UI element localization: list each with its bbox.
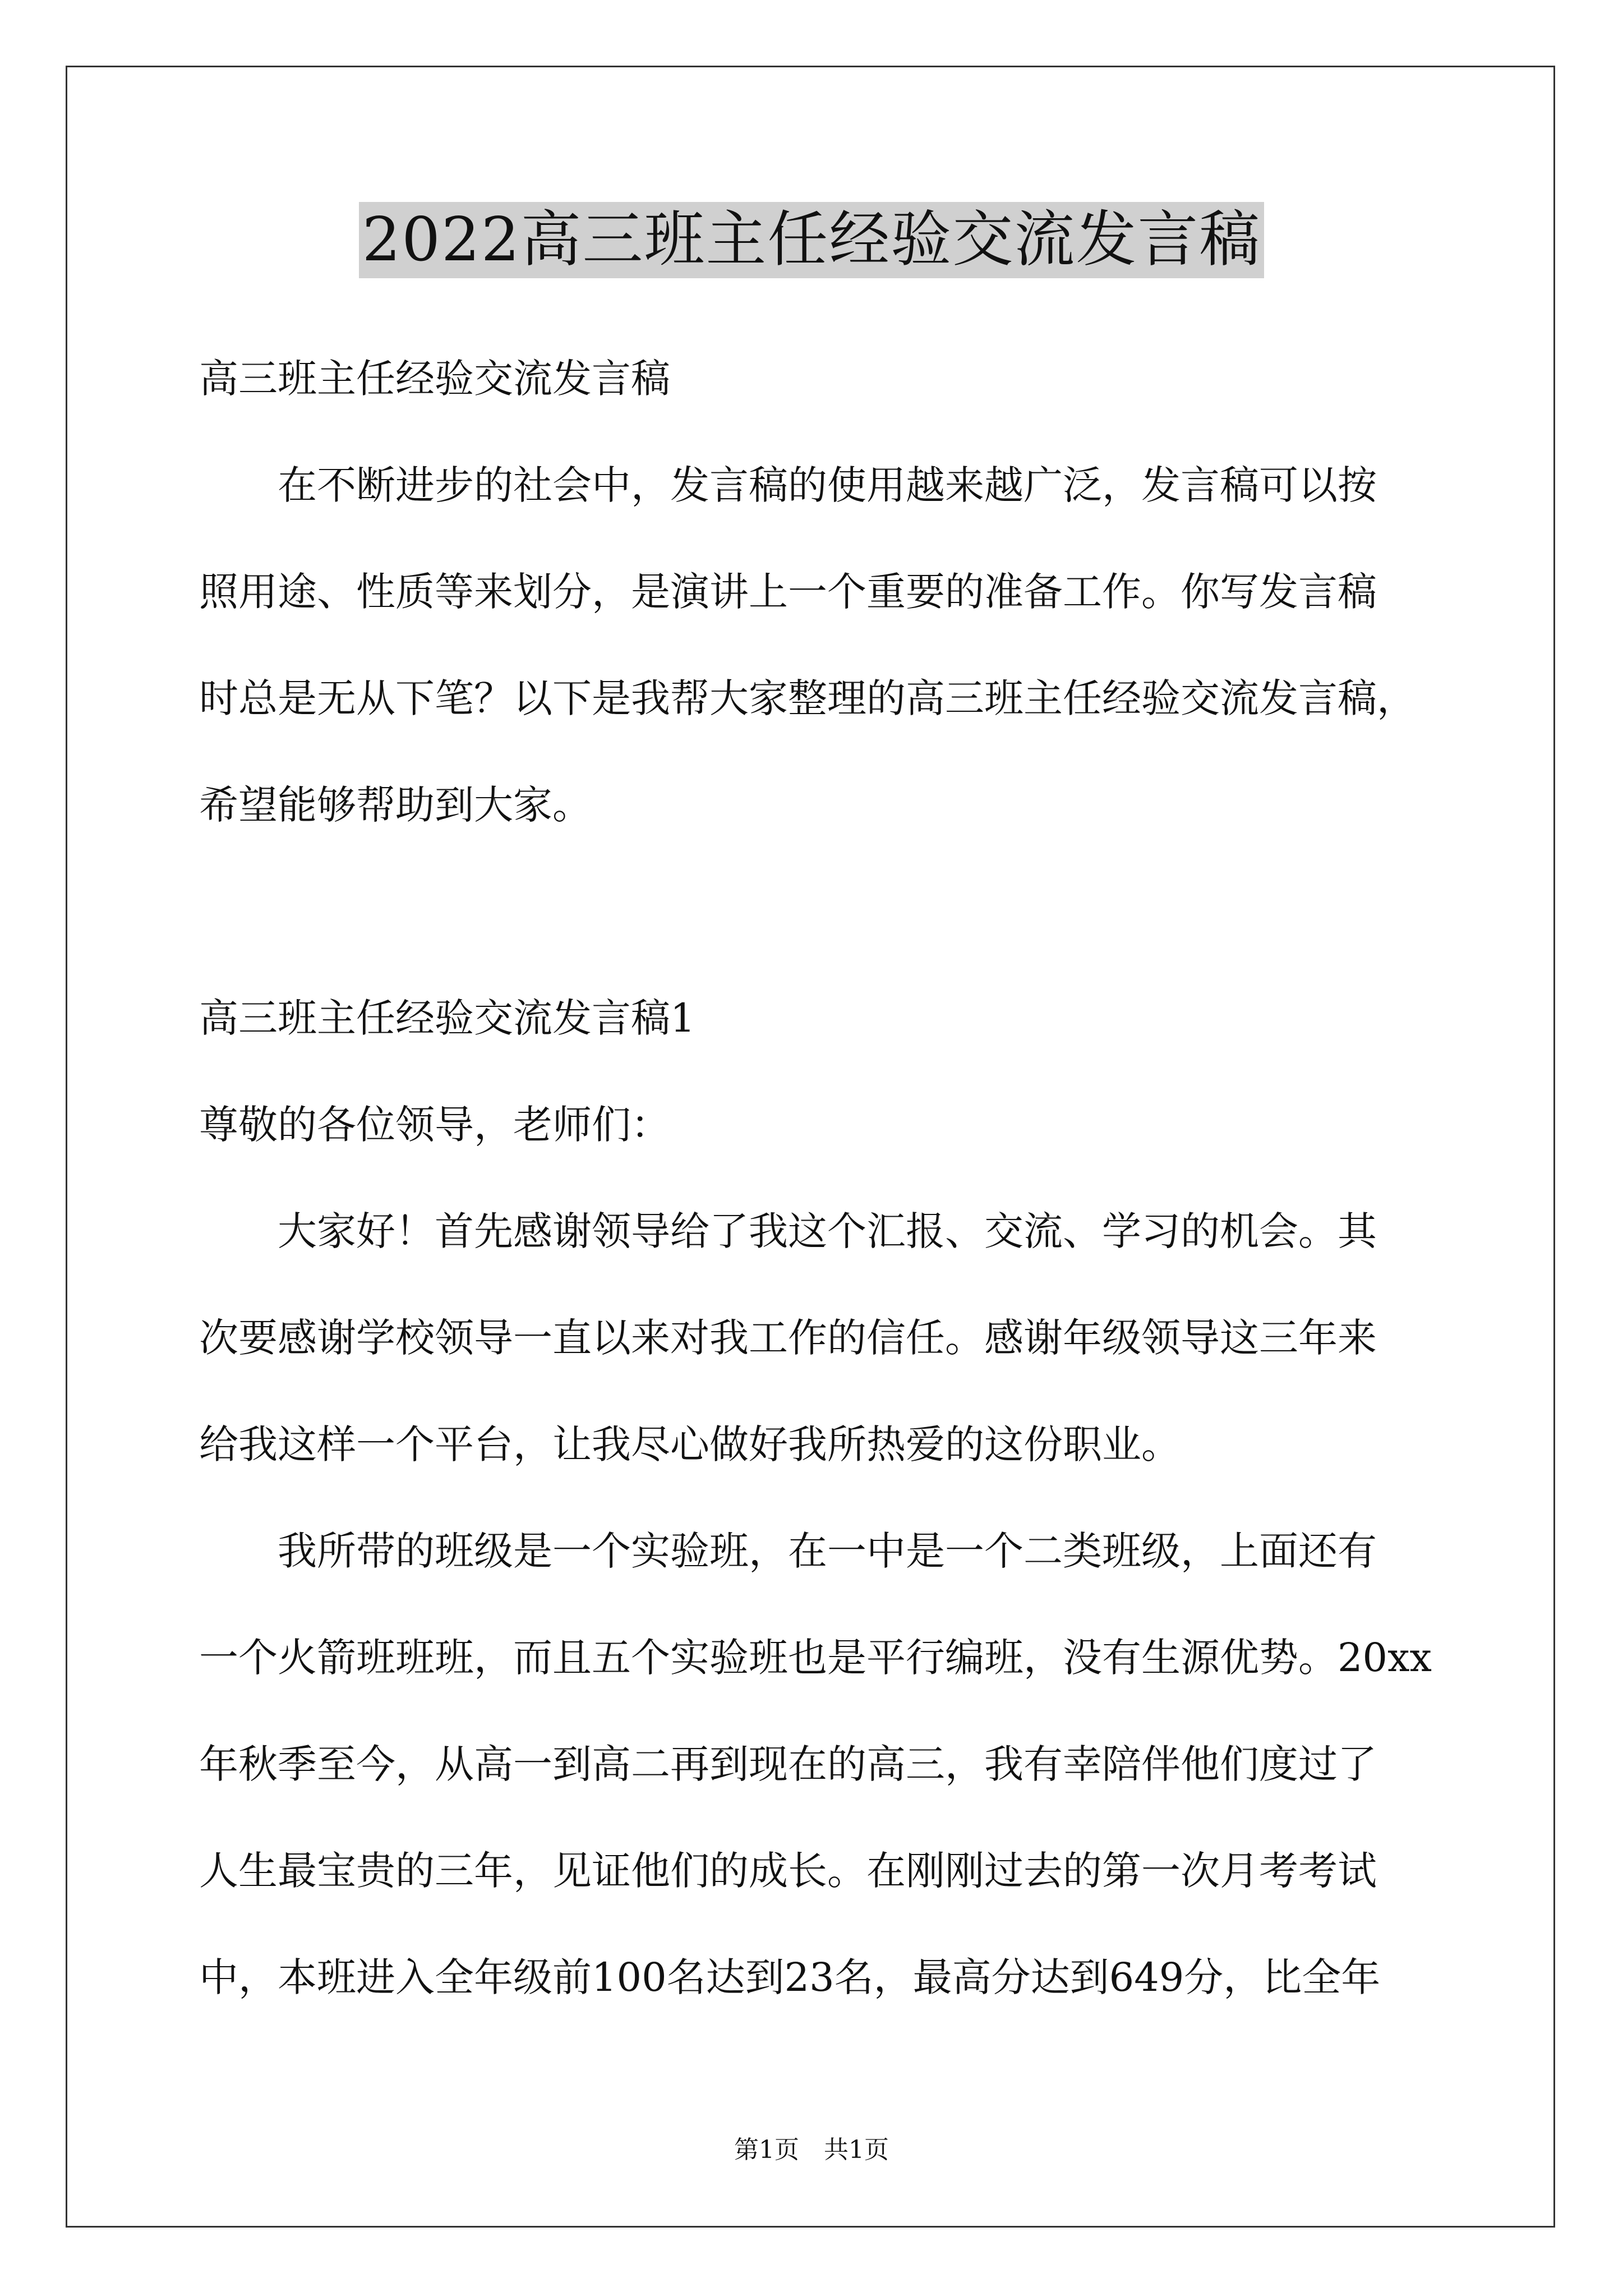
text-line: 年秋季至今，从高一到高二再到现在的高三，我有幸陪伴他们度过了 — [199, 1741, 1377, 1787]
text-line: 照用途、性质等来划分，是演讲上一个重要的准备工作。你写发言稿 — [199, 569, 1377, 615]
document-title: 2022高三班主任经验交流发言稿 — [359, 202, 1265, 278]
text-line: 在不断进步的社会中，发言稿的使用越来越广泛，发言稿可以按 — [199, 462, 1377, 508]
text-line: 次要感谢学校领导一直以来对我工作的信任。感谢年级领导这三年来 — [199, 1315, 1377, 1361]
text-line: 高三班主任经验交流发言稿 — [199, 356, 670, 402]
text-line: 我所带的班级是一个实验班，在一中是一个二类班级，上面还有 — [199, 1528, 1377, 1574]
page-footer: 第1页 共1页 — [734, 2136, 889, 2164]
text-line: 希望能够帮助到大家。 — [199, 782, 592, 828]
text-line: 高三班主任经验交流发言稿1 — [199, 995, 695, 1041]
text-line: 一个火箭班班班，而且五个实验班也是平行编班，没有生源优势。20xx — [199, 1635, 1432, 1681]
text-line: 中，本班进入全年级前100名达到23名，最高分达到649分，比全年 — [199, 1954, 1381, 2000]
text-line: 给我这样一个平台，让我尽心做好我所热爱的这份职业。 — [199, 1421, 1181, 1467]
text-line: 大家好！首先感谢领导给了我这个汇报、交流、学习的机会。其 — [199, 1208, 1377, 1254]
text-line: 时总是无从下笔？以下是我帮大家整理的高三班主任经验交流发言稿， — [199, 675, 1416, 721]
text-line: 尊敬的各位领导，老师们： — [199, 1102, 670, 1148]
text-line: 人生最宝贵的三年，见证他们的成长。在刚刚过去的第一次月考考试 — [199, 1848, 1377, 1894]
title-container — [0, 202, 1623, 278]
